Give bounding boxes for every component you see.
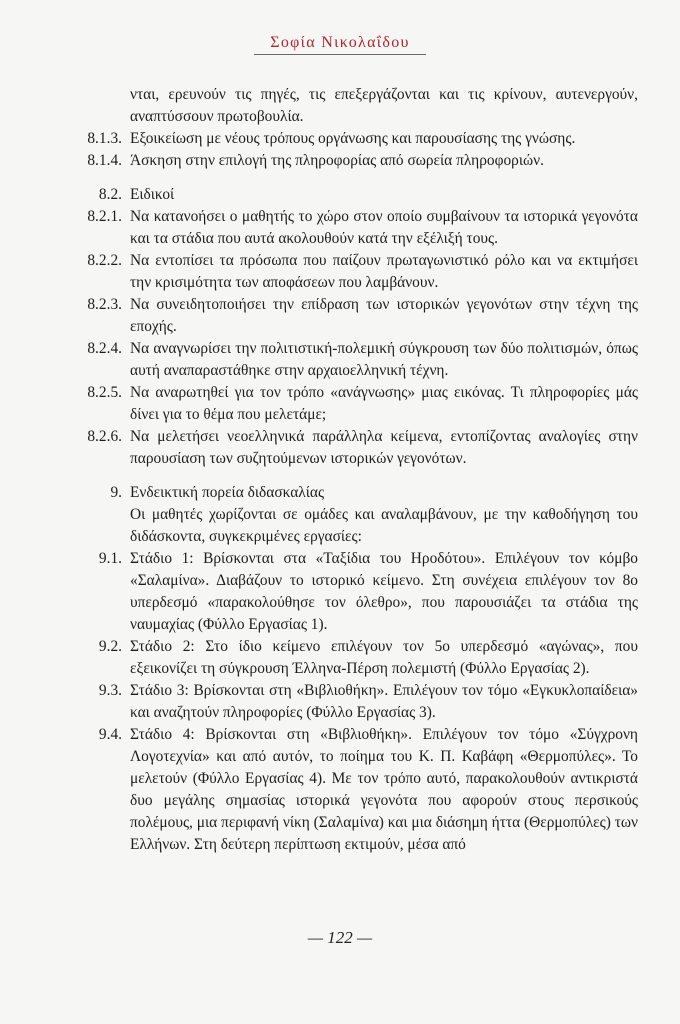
- item-number: 9.2.: [98, 638, 122, 655]
- item-number: 9.4.: [98, 726, 122, 743]
- list-item: [78, 548, 638, 636]
- author-running-title: Σοφία Νικολαΐδου: [254, 34, 426, 55]
- section-number: 8.2.: [98, 186, 122, 203]
- item-text: Εξοικείωση με νέους τρόπους οργάνωσης και παρουσίασης της γνώσης.: [130, 130, 576, 147]
- page-number: — 122 —: [307, 928, 373, 947]
- continuation-paragraph: [78, 84, 638, 128]
- item-number: 8.2.1.: [87, 208, 122, 225]
- section-heading: [78, 482, 638, 504]
- item-text: Να αναρωτηθεί για τον τρόπο «ανάγνωσης» μιας εικόνας. Τι πληροφορίες μάς δίνει για το θέμα που μελετάμε;: [130, 384, 638, 423]
- item-number: 8.2.6.: [87, 428, 122, 445]
- section-title: Ειδικοί: [130, 186, 175, 203]
- item-text: Στάδιο 4: Βρίσκονται στη «Βιβλιοθήκη». Επιλέγουν τον τόμο «Σύγχρονη Λογοτεχνία» και από αυτόν, το ποίημα του Κ. Π. Καβάφη «Θερμοπύλες». Το μελετούν (Φύλλο Εργασίας 4). Με τον τρόπο αυτό, παρακολουθούν αντικριστά δυο μεγάλης σημασίας ιστορικά γεγονότα που αφορούν στους περσικούς πολέμους, μια περιφανή νίκη (Σαλαμίνα) και μια διάσημη ήττα (Θερμοπύλες) των Ελλήνων. Στη δεύτερη περίπτωση εκτιμούν, μέσα από: [130, 726, 638, 853]
- item-text: Άσκηση στην επιλογή της πληροφορίας από σωρεία πληροφοριών.: [130, 152, 544, 169]
- body-text: [78, 84, 638, 856]
- section-heading: [78, 184, 638, 206]
- list-item: [78, 128, 638, 150]
- item-number: 8.1.4.: [87, 152, 122, 169]
- list-item: [78, 206, 638, 250]
- item-number: 8.2.5.: [87, 384, 122, 401]
- list-item: [78, 426, 638, 470]
- item-text: Στάδιο 2: Στο ίδιο κείμενο επιλέγουν τον 5ο υπερδεσμό «αγώνας», που εξεικονίζει τη σύγκρουση Έλληνα-Πέρση πολεμιστή (Φύλλο Εργασίας 2).: [130, 638, 638, 677]
- paragraph-text: Οι μαθητές χωρίζονται σε ομάδες και αναλαμβάνουν, με την καθοδήγηση του διδάσκοντα, συγκεκριμένες εργασίες:: [130, 506, 638, 545]
- item-number: 9.3.: [98, 682, 122, 699]
- item-number: 8.2.2.: [87, 252, 122, 269]
- item-number: 8.1.3.: [87, 130, 122, 147]
- list-item: [78, 680, 638, 724]
- list-item: [78, 724, 638, 856]
- list-item: [78, 338, 638, 382]
- section-title: Ενδεικτική πορεία διδασκαλίας: [130, 484, 325, 501]
- item-number: 8.2.3.: [87, 296, 122, 313]
- item-text: Στάδιο 1: Βρίσκονται στα «Ταξίδια του Ηροδότου». Επιλέγουν τον κόμβο «Σαλαμίνα». Διαβάζουν το ιστορικό κείμενο. Στη συνέχεια επιλέγουν τον 8ο υπερδεσμό «παρακολούθησε τον όλεθρο», που παρουσιάζει τα στάδια της ναυμαχίας (Φύλλο Εργασίας 1).: [130, 550, 638, 633]
- list-item: [78, 294, 638, 338]
- item-text: Να αναγνωρίσει την πολιτιστική-πολεμική σύγκρουση των δύο πολιτισμών, όπως αυτή αναπαραστάθηκε στην αρχαιοελληνική τέχνη.: [130, 340, 638, 379]
- item-text: Να κατανοήσει ο μαθητής το χώρο στον οποίο συμβαίνουν τα ιστορικά γεγονότα και τα στάδια που αυτά ακολουθούν κατά την εξέλιξή τους.: [130, 208, 638, 247]
- item-text: Να μελετήσει νεοελληνικά παράλληλα κείμενα, εντοπίζοντας αναλογίες στην παρουσίαση των συζητούμενων ιστορικών γεγονότων.: [130, 428, 638, 467]
- section-number: 9.: [110, 484, 122, 501]
- item-text: Να εντοπίσει τα πρόσωπα που παίζουν πρωταγωνιστικό ρόλο και να εκτιμήσει την κρισιμότητα των αποφάσεων που λαμβάνουν.: [130, 252, 638, 291]
- running-head: [0, 34, 680, 55]
- item-text: Στάδιο 3: Βρίσκονται στη «Βιβλιοθήκη». Επιλέγουν τον τόμο «Εγκυκλοπαίδεια» και αναζητούν πληροφορίες (Φύλλο Εργασίας 3).: [130, 682, 638, 721]
- list-item: [78, 636, 638, 680]
- list-item: [78, 382, 638, 426]
- item-text: Να συνειδητοποιήσει την επίδραση των ιστορικών γεγονότων στην τέχνη της εποχής.: [130, 296, 638, 335]
- item-number: 9.1.: [98, 550, 122, 567]
- intro-paragraph: [78, 504, 638, 548]
- item-number: 8.2.4.: [87, 340, 122, 357]
- list-item: [78, 250, 638, 294]
- list-item: [78, 150, 638, 172]
- paragraph-text: νται, ερευνούν τις πηγές, τις επεξεργάζονται και τις κρίνουν, αυτενεργούν, αναπτύσσουν πρωτοβουλία.: [130, 86, 638, 125]
